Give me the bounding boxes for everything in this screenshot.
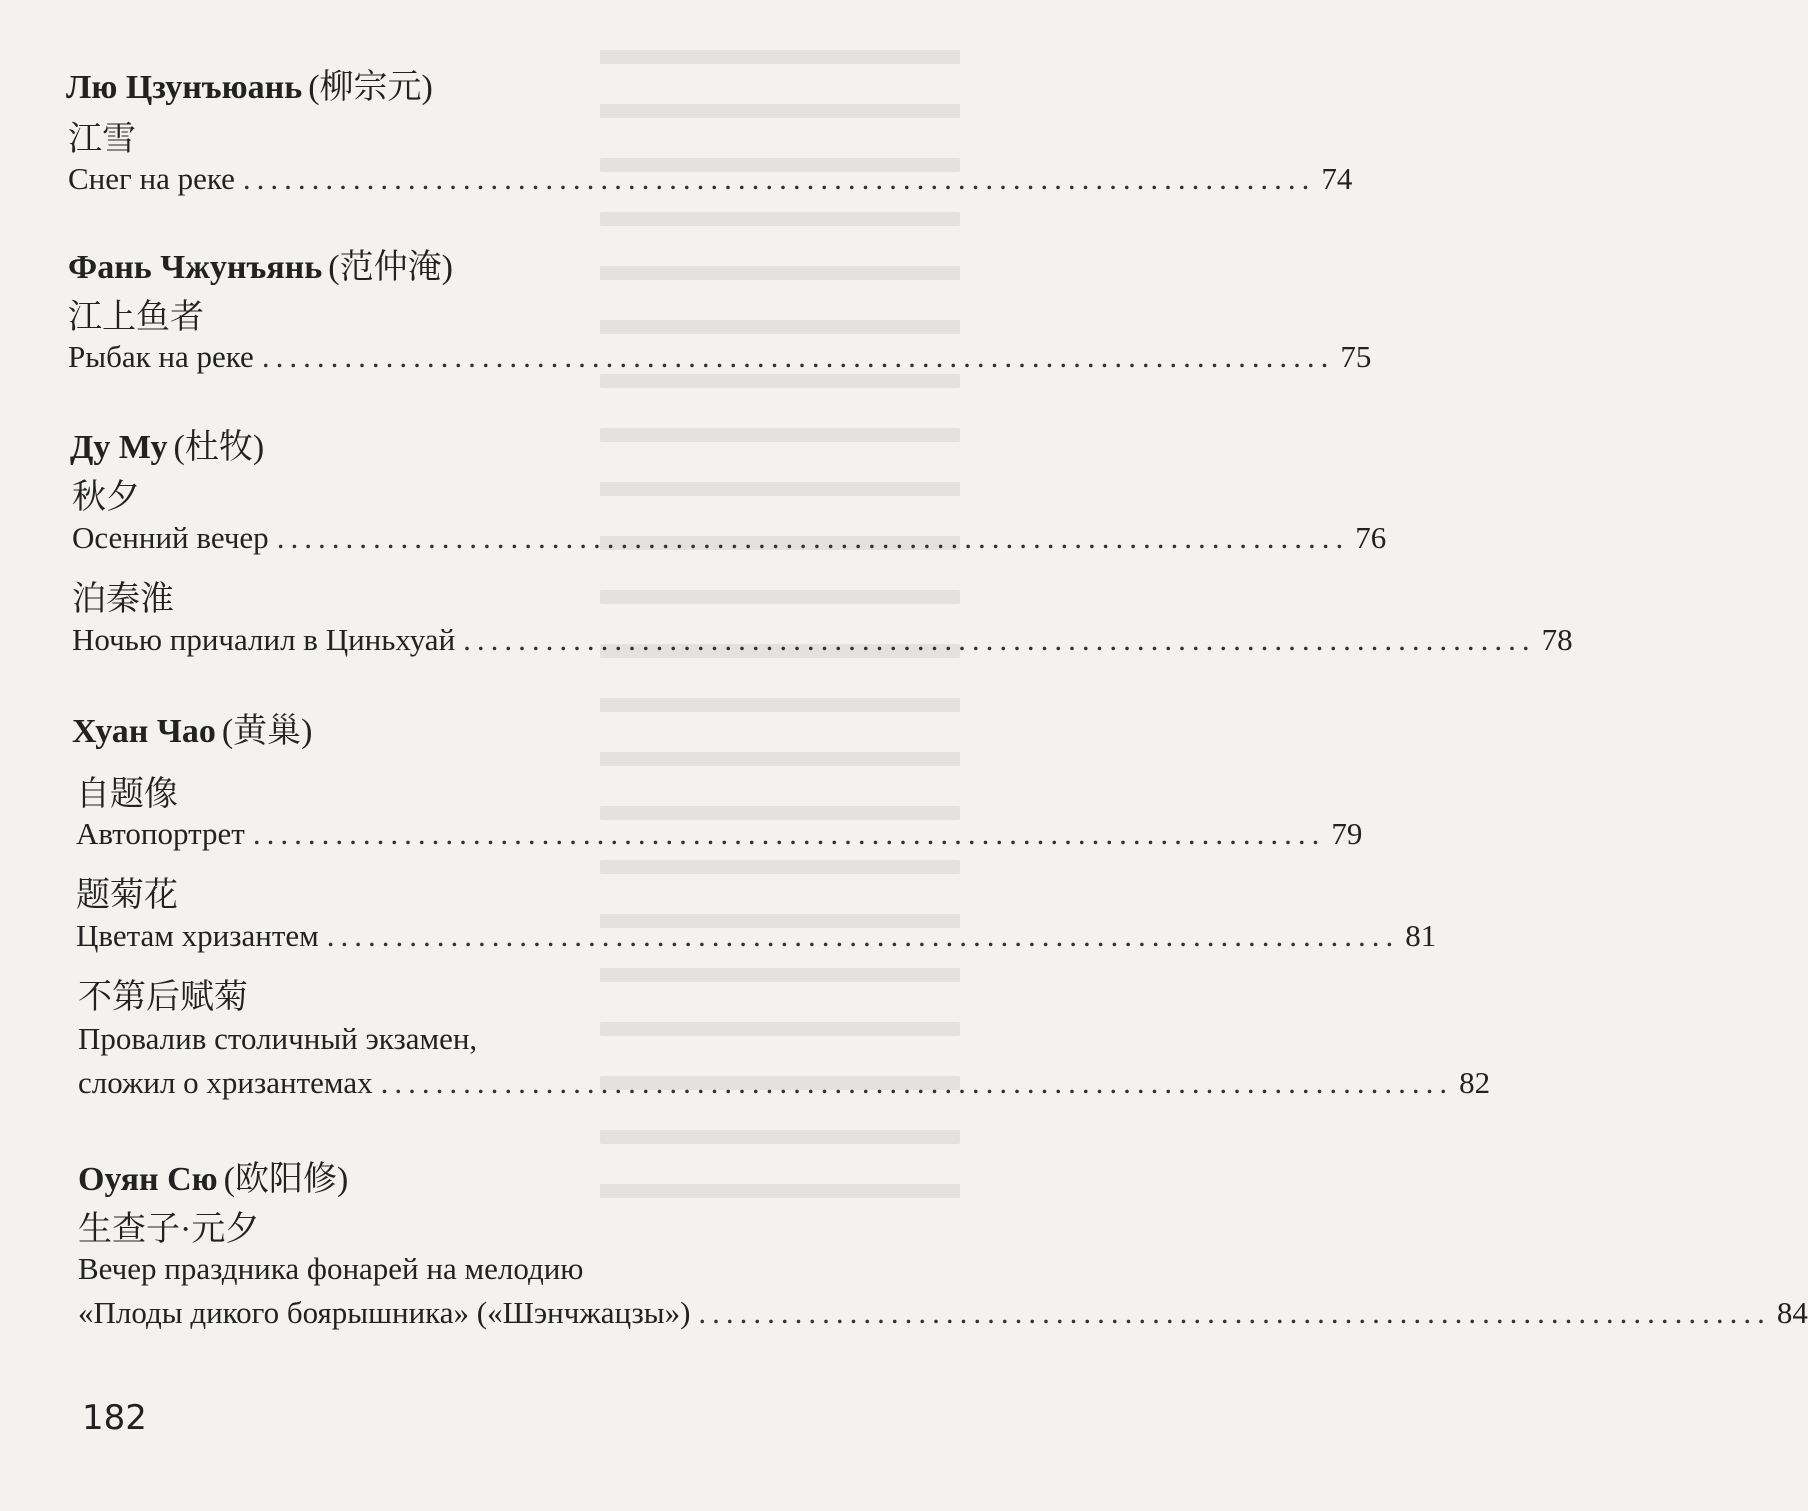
poem-russian-title: Рыбак на реке xyxy=(68,339,254,374)
author-name: Ду Му xyxy=(70,429,168,466)
author-name: Фань Чжунъянь xyxy=(68,249,323,286)
author-chinese-name: (杜牧) xyxy=(173,429,265,466)
dot-leader: .............................................................................. xyxy=(326,918,1400,953)
poem-chinese-title: 江上鱼者 xyxy=(68,299,204,336)
poem-russian-title: «Плоды дикого боярышника» («Шэнчжацзы») xyxy=(78,1295,691,1330)
dot-leader: .............................................................................. xyxy=(463,622,1536,657)
toc-entry[interactable] xyxy=(68,160,1353,198)
page-number: 75 xyxy=(1340,339,1372,374)
poem-russian-title-line1: Провалив столичный экзамен, xyxy=(78,1021,478,1056)
poem-russian-title: Ночью причалил в Циньхуай xyxy=(72,622,456,657)
dot-leader: .............................................................................. xyxy=(698,1295,1771,1330)
page-number: 74 xyxy=(1321,161,1353,196)
dot-leader: .............................................................................. xyxy=(242,161,1316,196)
toc-entry[interactable] xyxy=(68,338,1372,376)
author-heading xyxy=(70,428,264,468)
toc-entry[interactable] xyxy=(76,815,1363,853)
toc-entry[interactable] xyxy=(72,519,1387,557)
page-number: 78 xyxy=(1541,622,1573,657)
author-heading xyxy=(72,712,313,752)
page-number: 79 xyxy=(1331,816,1363,851)
author-chinese-name: (柳宗元) xyxy=(308,69,433,106)
poem-russian-title: сложил о хризантемах xyxy=(78,1065,373,1100)
toc-entry[interactable] xyxy=(72,621,1573,659)
poem-russian-title-line1: Вечер праздника фонарей на мелодию xyxy=(78,1251,584,1286)
page-number: 82 xyxy=(1459,1065,1491,1100)
dot-leader: .............................................................................. xyxy=(380,1065,1454,1100)
author-name: Оуян Сю xyxy=(78,1161,218,1198)
poem-russian-title: Снег на реке xyxy=(68,161,235,196)
author-heading xyxy=(68,248,453,288)
author-chinese-name: (欧阳修) xyxy=(223,1161,349,1198)
poem-chinese-title: 生查子·元夕 xyxy=(78,1211,260,1248)
dot-leader: .............................................................................. xyxy=(252,816,1326,851)
page-number: 76 xyxy=(1355,520,1387,555)
author-heading xyxy=(78,1160,348,1200)
poem-russian-title: Цветам хризантем xyxy=(76,918,319,953)
toc-entry[interactable] xyxy=(78,1064,1491,1102)
poem-chinese-title: 不第后赋菊 xyxy=(78,979,248,1016)
poem-chinese-title: 自题像 xyxy=(76,776,178,813)
author-name: Хуан Чао xyxy=(72,713,216,750)
page-number: 84 xyxy=(1776,1295,1808,1330)
author-chinese-name: (黄巢) xyxy=(221,713,313,750)
page-folio-number: 182 xyxy=(82,1398,147,1438)
author-heading xyxy=(66,68,433,108)
poem-russian-title: Автопортрет xyxy=(76,816,245,851)
dot-leader: .............................................................................. xyxy=(261,339,1335,374)
page-number: 81 xyxy=(1405,918,1437,953)
toc-entry[interactable] xyxy=(76,917,1437,955)
dot-leader: .............................................................................. xyxy=(276,520,1350,555)
author-chinese-name: (范仲淹) xyxy=(328,249,453,286)
poem-russian-title: Осенний вечер xyxy=(72,520,269,555)
toc-entry[interactable] xyxy=(78,1294,1808,1332)
author-name: Лю Цзунъюань xyxy=(66,69,303,106)
poem-chinese-title: 秋夕 xyxy=(72,479,140,516)
poem-chinese-title: 题菊花 xyxy=(76,877,178,914)
poem-chinese-title: 江雪 xyxy=(68,121,136,158)
poem-chinese-title: 泊秦淮 xyxy=(72,581,174,618)
